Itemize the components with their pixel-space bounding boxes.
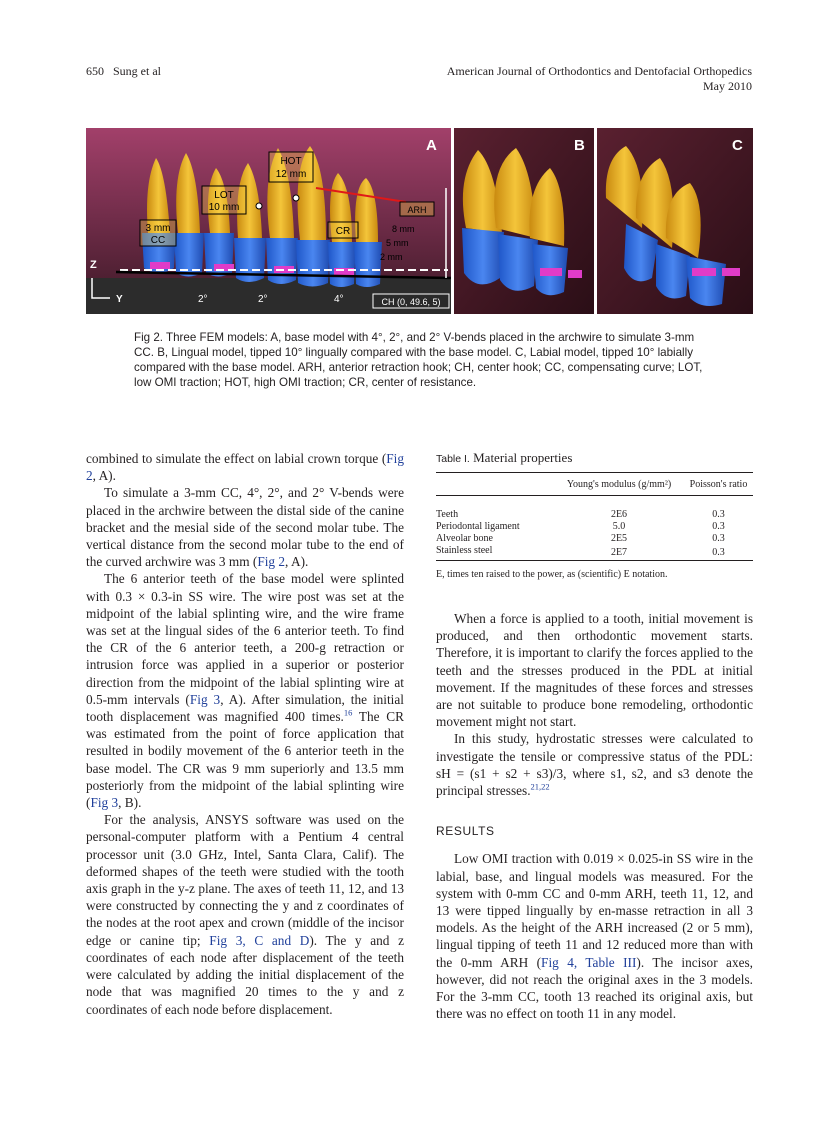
right-column <box>436 610 753 1022</box>
panel-a-cr-point <box>293 195 299 201</box>
column-header-modulus: Young's modulus (g/mm²) <box>566 478 672 490</box>
axis-label-z: Z <box>90 259 97 271</box>
reference-link[interactable]: 21,22 <box>530 781 550 792</box>
figure-2 <box>86 128 753 314</box>
axis-label-y: Y <box>116 294 123 305</box>
table-title <box>436 450 753 466</box>
label-ch: CH (0, 49.6, 5) <box>381 297 441 307</box>
figure-link[interactable]: Fig 3 <box>90 795 119 811</box>
table-row: Teeth 2E6 0.3 <box>436 508 725 520</box>
panel-label-b: B <box>574 137 585 154</box>
paragraph: In this study, hydrostatic stresses were calculated to investigate the tensile or compressive status of the PDL: sH = (s1 + s2 + s3)/3, where s1, s2, and s3 denote the principal stresses.$^{21,22}$ <box>436 731 753 799</box>
label-lot: LOT <box>214 190 234 201</box>
figure-link[interactable]: Fig 3 <box>189 691 221 707</box>
label-arh: ARH <box>407 205 427 215</box>
panel-label-a: A <box>426 137 437 154</box>
bend-label-3: 4° <box>334 294 344 305</box>
figure-link[interactable]: Fig 2 <box>86 451 404 484</box>
figure-caption: Fig 2. Three FEM models: A, base model with 4°, 2°, and 2° V-bends placed in the archwire to simulate 3-mm CC. B, Lingual model, tipped 10° lingually compared with the base model. C, Labial model, tipped 10° labially compared with the base model. ARH, anterior retraction hook; CH, center hook; CC, compensating curve; LOT, low OMI traction; HOT, high OMI traction; CR, center of resistance. <box>134 331 703 389</box>
running-header-left <box>86 64 161 79</box>
section-heading: RESULTS <box>436 824 495 839</box>
label-hot-distance: 12 mm <box>275 169 307 180</box>
left-column <box>86 450 404 1018</box>
header-authors: Sung et al <box>113 64 161 78</box>
table-1 <box>436 450 753 580</box>
column-header-ratio: Poisson's ratio <box>689 478 748 490</box>
label-hot: HOT <box>280 156 302 167</box>
reference-link[interactable]: 16 <box>343 707 353 718</box>
table-row: Alveolar bone 2E5 0.3 <box>436 532 725 544</box>
figure-link[interactable]: Fig 4, Table III <box>541 954 637 970</box>
figure-2-image <box>86 128 753 314</box>
page-number: 650 <box>86 64 104 78</box>
paragraph: When a force is applied to a tooth, initial movement is produced, and then orthodontic movement starts. Therefore, it is important to clarify the forces applied to the teeth and the stresses produced in the PDL at initial movement. If the magnitudes of these forces and stresses are not suitable to produce bone remodeling, orthodontic movement might not start. <box>436 611 753 730</box>
paragraph: combined to simulate the effect on labial crown torque (Fig 2, A). <box>86 451 404 484</box>
label-8mm: 8 mm <box>392 224 415 234</box>
running-header-right <box>447 64 752 94</box>
label-5mm: 5 mm <box>386 238 409 248</box>
label-lot-distance: 10 mm <box>208 202 240 213</box>
panel-label-c: C <box>732 137 743 154</box>
journal-title: American Journal of Orthodontics and Dentofacial Orthopedics <box>446 64 752 78</box>
paragraph: Low OMI traction with 0.019 × 0.025-in SS wire in the labial, base, and lingual models was measured. For the system with 0-mm CC and 0-mm ARH, teeth 11, 12, and 13 were tipped lingually by en-masse retraction in all 3 models. As the height of the ARH increased (2 or 5 mm), lingual tipping of teeth 11 and 12 reduced more than with the 0-mm ARH (Fig 4, Table III). The incisor axes, however, did not reach the original axes in the 3 models. For the 3-mm CC, tooth 13 reached its original axis, but there was no effect on tooth 11 in any model. <box>436 851 753 1022</box>
label-cc: CC <box>150 235 166 246</box>
figure-link[interactable]: Fig 3, C and D <box>209 932 310 948</box>
label-3mm: 3 mm <box>145 223 171 234</box>
bend-label-1: 2° <box>198 294 208 305</box>
figure-link[interactable]: Fig 2 <box>257 554 286 570</box>
paragraph: The 6 anterior teeth of the base model were splinted with 0.3 × 0.3-in SS wire. The wire post was set at the midpoint of the labial splinting wire, and the wire frame was set at the lingual sides of the 6 anterior teeth. To find the CR of the 6 anterior teeth, a 200-g retraction or intrusion force was applied in a superior or posterior direction from the midpoint of the labial splinting wire at 0.5-mm intervals (Fig 3, A). After simulation, the initial tooth displacement was magnified 400 times.$^{16}$ The CR was estimated from the point of force application that resulted in bodily movement of the 6 anterior teeth in the base model. The CR was 9 mm superiorly and 13.5 mm posteriorly from the midpoint of the labial splinting wire (Fig 3, B). <box>86 571 404 811</box>
label-2mm: 2 mm <box>380 252 403 262</box>
paragraph: To simulate a 3-mm CC, 4°, 2°, and 2° V-bends were placed in the archwire between the distal side of the canine bracket and the mesial side of the second molar tube. The vertical distance from the second molar tube to the end of the curved archwire was 3 mm (Fig 2, A). <box>86 485 404 570</box>
table-row: Periodontal ligament 5.0 0.3 <box>436 520 725 532</box>
panel-a-lot-point <box>256 203 262 209</box>
bend-label-2: 2° <box>258 294 268 305</box>
table-footnote: E, times ten raised to the power, as (scientific) E notation. <box>436 569 668 580</box>
issue-date: May 2010 <box>703 79 752 93</box>
table-row: Stainless steel 2E7 0.3 <box>436 544 753 561</box>
label-cr: CR <box>335 226 351 237</box>
material-properties-table <box>436 472 753 561</box>
paragraph: For the analysis, ANSYS software was used on the personal-computer platform with a Pentium 4 central processor unit (3.0 GHz, Intel, Santa Clara, Calif). The deformed shapes of the teeth were studied with the tooth axis graph in the y-z plane. The axes of teeth 11, 12, and 13 were constructed by connecting the y and z coordinates of the nodes at the root apex and crown (middle of the incisor edge or canine tip; Fig 3, C and D). The y and z coordinates of each node after displacement of the teeth were calculated by adding the initial displacement of the node that was magnified 20 times to the y and z coordinates of each node before displacement. <box>86 812 404 1017</box>
table-caption: Material properties <box>473 450 573 465</box>
table-label: Table I. <box>436 453 470 465</box>
